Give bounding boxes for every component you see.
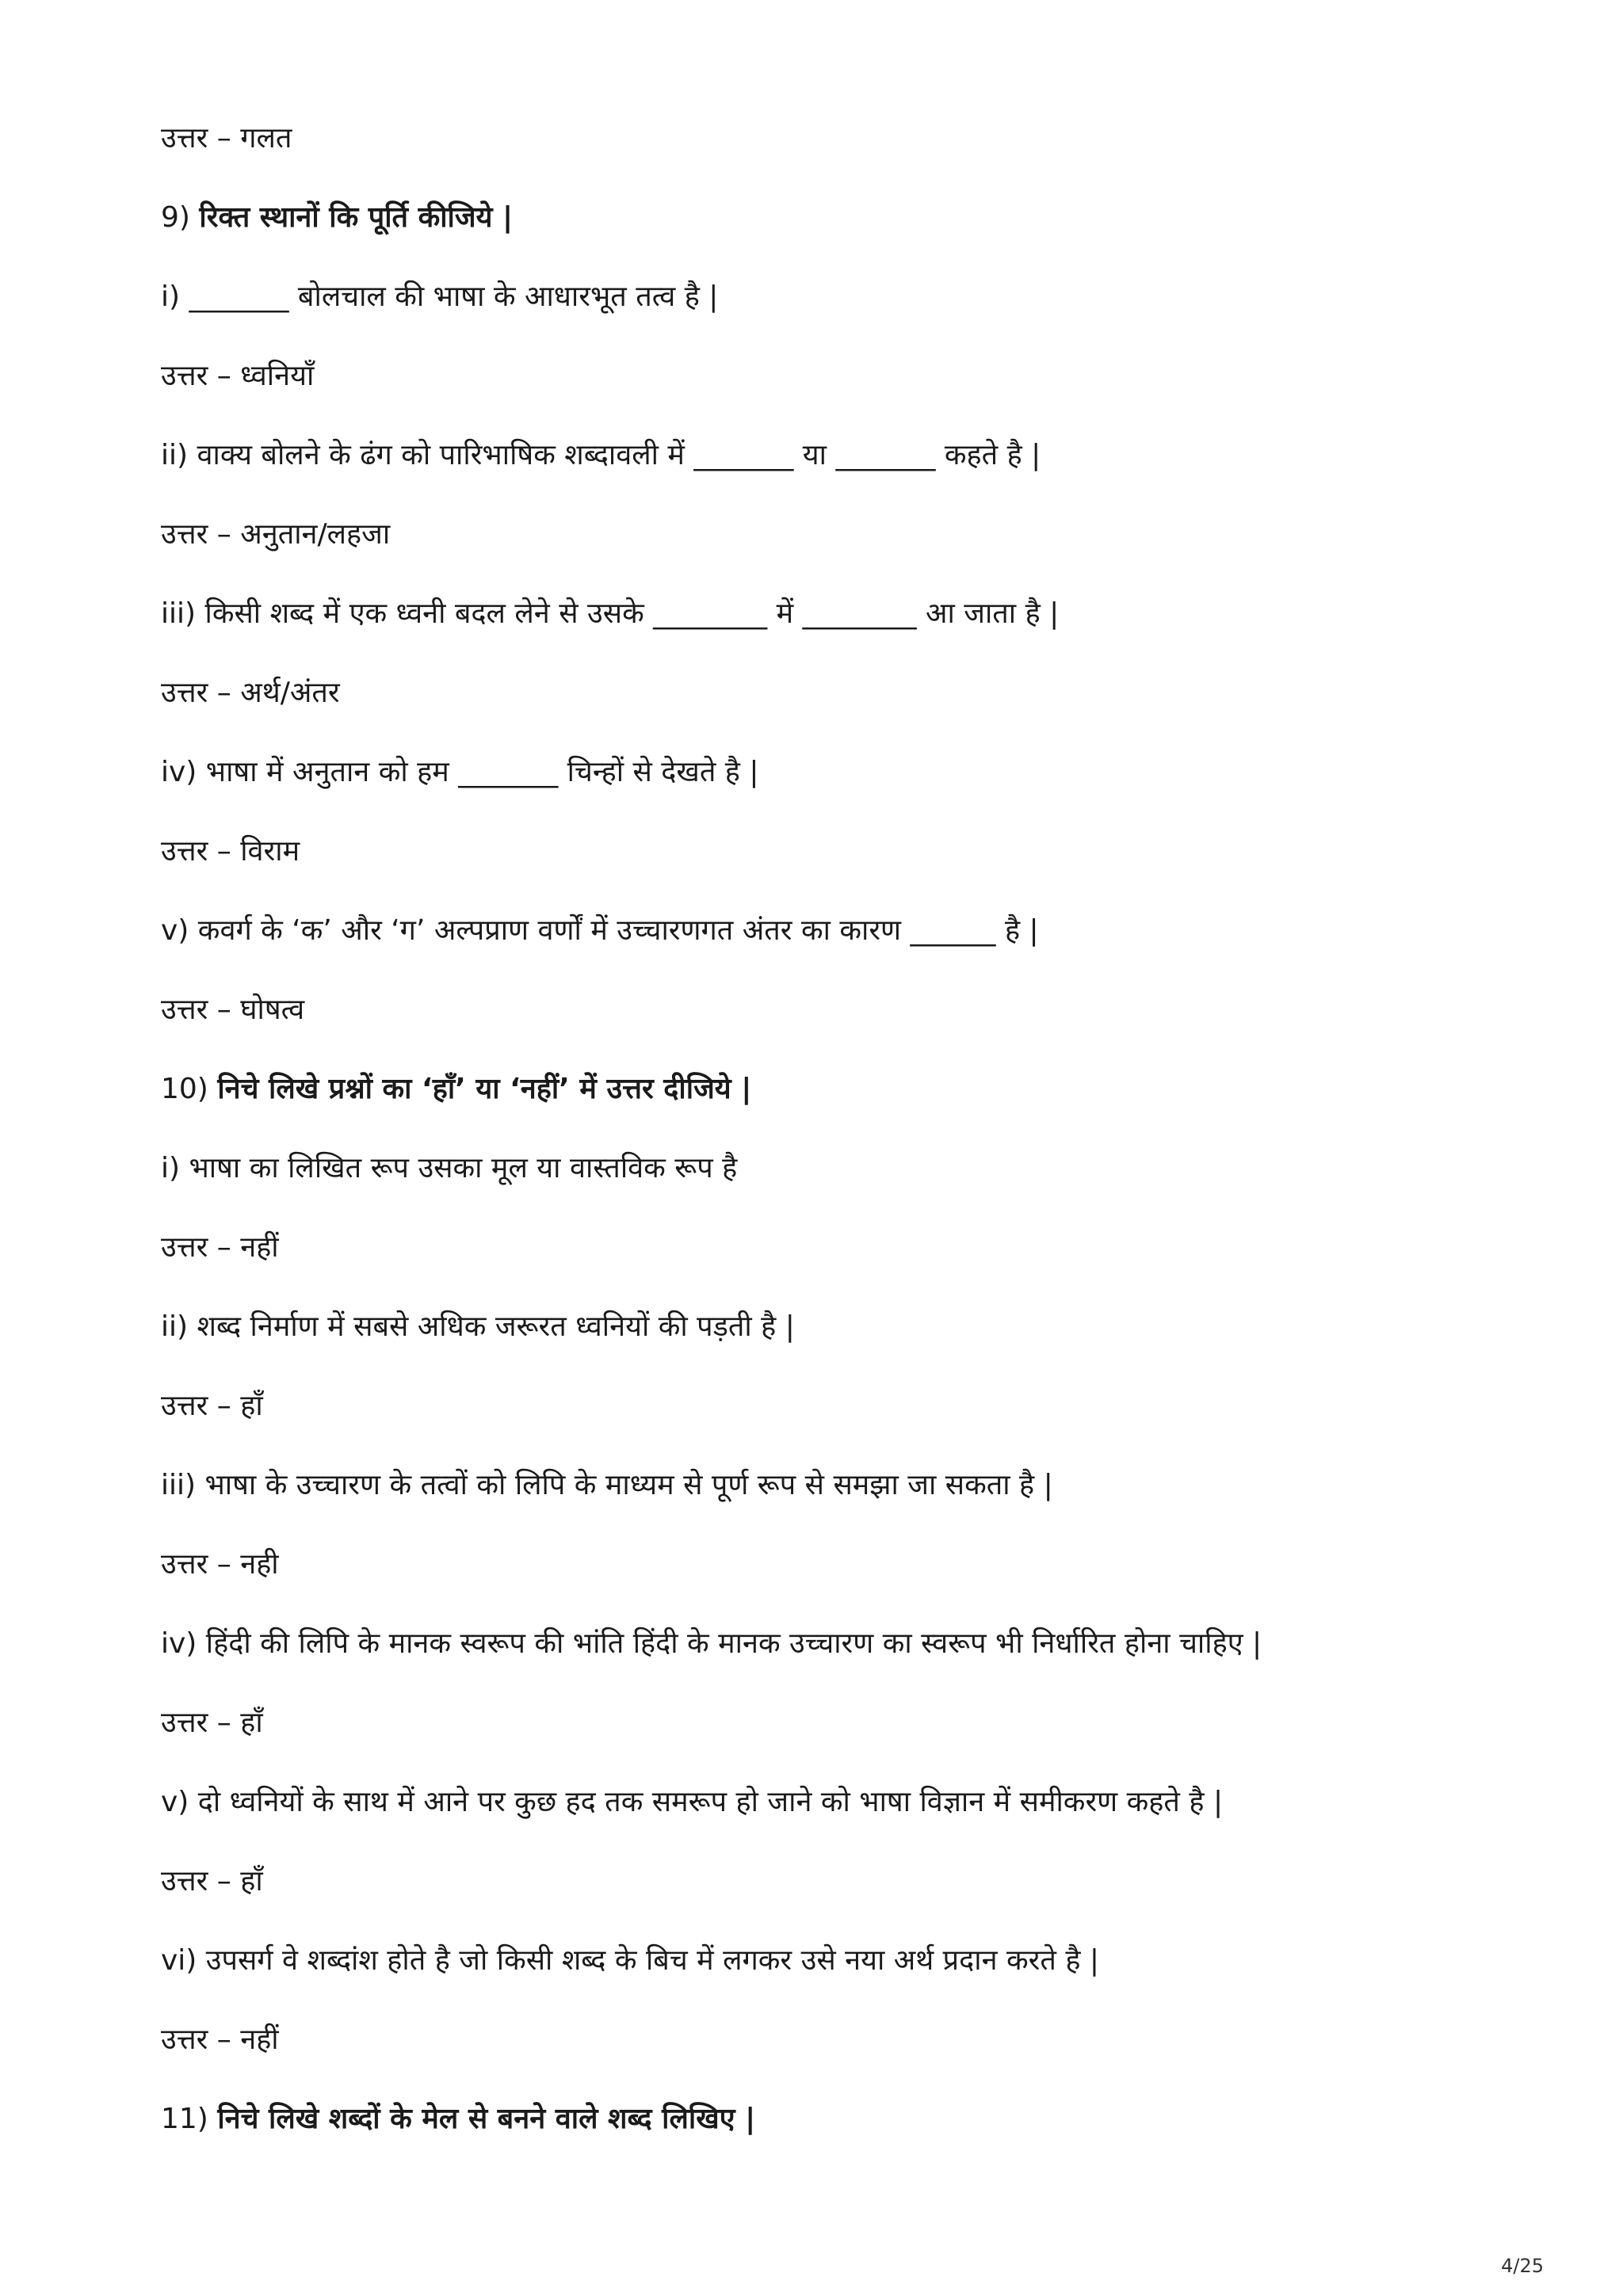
section-heading — [161, 1070, 1504, 1109]
section-title: निचे लिखे प्रश्नों का ‘हाँ’ या ‘नहीं’ में उत्तर दीजिये | — [217, 1073, 752, 1105]
question-line: iv) भाषा में अनुतान को हम _______ चिन्हों से देखते है | — [161, 756, 759, 788]
answer-line: उत्तर – नही — [161, 1548, 279, 1581]
answer-line: उत्तर – गलत — [161, 122, 292, 154]
question-line: ii) शब्द निर्माण में सबसे अधिक जरूरत ध्वनियों की पड़ती है | — [161, 1310, 795, 1343]
answer-line: उत्तर – हाँ — [161, 1390, 263, 1422]
answer-line: उत्तर – ध्वनियाँ — [161, 360, 315, 392]
question-line: iv) हिंदी की लिपि के मानक स्वरूप की भांति हिंदी के मानक उच्चारण का स्वरूप भी निर्धारित होना चाहिए | — [161, 1627, 1262, 1660]
answer-line: उत्तर – विराम — [161, 835, 300, 868]
question-line: ii) वाक्य बोलने के ढंग को पारिभाषिक शब्दावली में _______ या _______ कहते है | — [161, 439, 1041, 471]
answer-line: उत्तर – घोषत्व — [161, 994, 305, 1026]
question-line: v) दो ध्वनियों के साथ में आने पर कुछ हद तक समरूप हो जाने को भाषा विज्ञान में समीकरण कहते है | — [161, 1786, 1224, 1818]
question-line: vi) उपसर्ग वे शब्दांश होते है जो किसी शब्द के बिच में लगकर उसे नया अर्थ प्रदान करते है | — [161, 1944, 1100, 1977]
section-title: रिक्त स्थानों कि पूर्ति कीजिये | — [199, 201, 514, 234]
section-heading — [161, 2100, 1504, 2139]
section-number: 11) — [161, 2103, 208, 2135]
answer-line: उत्तर – अनुतान/लहजा — [161, 518, 391, 551]
question-line: i) भाषा का लिखित रूप उसका मूल या वास्तविक रूप है — [161, 1152, 738, 1184]
answer-line: उत्तर – अर्थ/अंतर — [161, 677, 340, 709]
section-number: 10) — [161, 1073, 208, 1105]
answer-line: उत्तर – हाँ — [161, 1707, 263, 1739]
answer-line: उत्तर – नहीं — [161, 2023, 279, 2056]
page-number: 4/25 — [1501, 2255, 1544, 2277]
question-line: v) कवर्ग के ‘क’ और ‘ग’ अल्पप्राण वर्णों में उच्चारणगत अंतर का कारण ______ है | — [161, 914, 1039, 947]
answer-line: उत्तर – नहीं — [161, 1231, 279, 1264]
section-heading — [161, 198, 1504, 238]
question-line: iii) भाषा के उच्चारण के तत्वों को लिपि के माध्यम से पूर्ण रूप से समझा जा सकता है | — [161, 1469, 1053, 1501]
answer-line: उत्तर – हाँ — [161, 1865, 263, 1897]
question-line: i) _______ बोलचाल की भाषा के आधारभूत तत्व है | — [161, 280, 719, 313]
section-title: निचे लिखे शब्दों के मेल से बनने वाले शब्द लिखिए | — [217, 2103, 756, 2135]
question-line: iii) किसी शब्द में एक ध्वनी बदल लेने से उसके ________ में ________ आ जाता है | — [161, 597, 1060, 630]
section-number: 9) — [161, 201, 190, 234]
